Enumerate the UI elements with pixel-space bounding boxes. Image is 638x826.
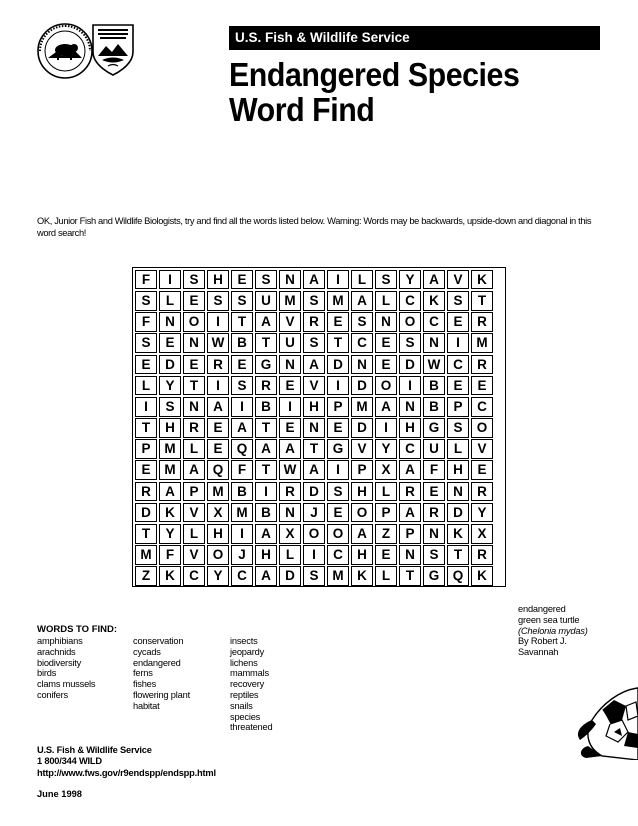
grid-cell[interactable]: D xyxy=(159,355,181,375)
grid-cell[interactable]: O xyxy=(399,312,421,332)
grid-cell[interactable]: A xyxy=(303,460,325,480)
grid-cell[interactable]: A xyxy=(159,482,181,502)
grid-cell[interactable]: S xyxy=(447,291,469,311)
grid-cell[interactable]: F xyxy=(135,270,157,290)
grid-cell[interactable]: U xyxy=(279,333,301,353)
grid-cell[interactable]: J xyxy=(231,545,253,565)
grid-cell[interactable]: G xyxy=(423,566,445,586)
grid-cell[interactable]: O xyxy=(183,312,205,332)
grid-cell[interactable]: L xyxy=(375,566,397,586)
grid-cell[interactable]: L xyxy=(279,545,301,565)
grid-cell[interactable]: S xyxy=(231,291,253,311)
grid-cell[interactable]: H xyxy=(207,270,229,290)
grid-cell[interactable]: O xyxy=(471,418,493,438)
grid-cell[interactable]: A xyxy=(255,566,277,586)
grid-cell[interactable]: V xyxy=(471,439,493,459)
grid-cell[interactable]: A xyxy=(255,524,277,544)
grid-cell[interactable]: I xyxy=(231,397,253,417)
grid-cell[interactable]: P xyxy=(183,482,205,502)
grid-cell[interactable]: W xyxy=(423,355,445,375)
grid-cell[interactable]: X xyxy=(375,460,397,480)
grid-cell[interactable]: G xyxy=(327,439,349,459)
word-list-item: threatened xyxy=(230,722,273,733)
grid-cell[interactable]: N xyxy=(447,482,469,502)
grid-cell[interactable]: R xyxy=(135,482,157,502)
word-list-column-1 xyxy=(37,636,95,701)
word-list-item: reptiles xyxy=(230,689,259,700)
word-list-item: jeopardy xyxy=(230,646,265,657)
grid-cell[interactable]: X xyxy=(279,524,301,544)
grid-cell[interactable]: Q xyxy=(231,439,253,459)
caption-scientific-name: (Chelonia mydas) xyxy=(518,625,588,636)
intro-text: OK, Junior Fish and Wildlife Biologists, try and find all the words listed below. Warning: Words may be backwards, upside-down and diagonal in this word search! xyxy=(37,216,592,238)
word-list-item: biodiversity xyxy=(37,657,82,668)
grid-cell[interactable]: E xyxy=(375,545,397,565)
grid-cell[interactable]: L xyxy=(375,291,397,311)
grid-cell[interactable]: M xyxy=(135,545,157,565)
grid-cell[interactable]: M xyxy=(279,291,301,311)
publication-date: June 1998 xyxy=(37,789,82,799)
word-list-column-2 xyxy=(133,636,190,712)
grid-cell[interactable]: I xyxy=(327,460,349,480)
grid-cell[interactable]: A xyxy=(351,291,373,311)
grid-cell[interactable]: A xyxy=(423,270,445,290)
grid-cell[interactable]: R xyxy=(399,482,421,502)
grid-cell[interactable]: H xyxy=(255,545,277,565)
grid-cell[interactable]: R xyxy=(471,482,493,502)
grid-cell[interactable]: W xyxy=(207,333,229,353)
grid-cell[interactable]: E xyxy=(207,418,229,438)
grid-cell[interactable]: O xyxy=(375,376,397,396)
grid-cell[interactable]: L xyxy=(159,291,181,311)
illustration-caption xyxy=(518,604,618,658)
grid-cell[interactable]: O xyxy=(207,545,229,565)
grid-cell[interactable]: V xyxy=(303,376,325,396)
grid-cell[interactable]: H xyxy=(159,418,181,438)
grid-cell[interactable]: S xyxy=(423,545,445,565)
grid-cell[interactable]: K xyxy=(447,524,469,544)
grid-cell[interactable]: X xyxy=(207,503,229,523)
grid-cell[interactable]: V xyxy=(183,545,205,565)
grid-cell[interactable]: I xyxy=(375,418,397,438)
grid-cell[interactable]: Z xyxy=(135,566,157,586)
grid-cell[interactable]: H xyxy=(399,418,421,438)
grid-cell[interactable]: N xyxy=(351,355,373,375)
contact-phone: 1 800/344 WILD xyxy=(37,756,102,767)
grid-cell[interactable]: H xyxy=(351,545,373,565)
grid-cell[interactable]: K xyxy=(159,566,181,586)
grid-cell[interactable]: I xyxy=(279,397,301,417)
word-list-item: fishes xyxy=(133,679,157,690)
grid-cell[interactable]: N xyxy=(423,333,445,353)
grid-cell[interactable]: I xyxy=(207,376,229,396)
grid-cell[interactable]: F xyxy=(231,460,253,480)
grid-cell[interactable]: A xyxy=(183,460,205,480)
sea-turtle-drawing-icon xyxy=(562,676,638,760)
grid-cell[interactable]: C xyxy=(423,312,445,332)
grid-cell[interactable]: A xyxy=(399,460,421,480)
grid-cell[interactable]: R xyxy=(303,312,325,332)
grid-cell[interactable]: T xyxy=(255,333,277,353)
grid-cell[interactable]: L xyxy=(135,376,157,396)
grid-cell[interactable]: R xyxy=(471,545,493,565)
grid-cell[interactable]: K xyxy=(471,566,493,586)
word-list-item: recovery xyxy=(230,679,265,690)
grid-cell[interactable]: L xyxy=(375,482,397,502)
word-list-item: insects xyxy=(230,636,258,646)
grid-cell[interactable]: E xyxy=(183,355,205,375)
grid-cell[interactable]: O xyxy=(303,524,325,544)
grid-cell[interactable]: X xyxy=(471,524,493,544)
grid-cell[interactable]: T xyxy=(135,418,157,438)
grid-cell[interactable]: I xyxy=(231,524,253,544)
grid-cell[interactable]: E xyxy=(279,376,301,396)
grid-cell[interactable]: S xyxy=(303,566,325,586)
grid-cell[interactable]: P xyxy=(375,503,397,523)
grid-cell[interactable]: A xyxy=(399,503,421,523)
grid-cell[interactable]: C xyxy=(471,397,493,417)
grid-cell[interactable]: M xyxy=(159,439,181,459)
grid-cell[interactable]: C xyxy=(399,291,421,311)
grid-cell[interactable]: N xyxy=(399,397,421,417)
grid-cell[interactable]: U xyxy=(255,291,277,311)
grid-cell[interactable]: B xyxy=(231,333,253,353)
grid-cell[interactable]: V xyxy=(279,312,301,332)
grid-cell[interactable]: N xyxy=(159,312,181,332)
grid-cell[interactable]: Y xyxy=(159,524,181,544)
grid-cell[interactable]: N xyxy=(183,397,205,417)
grid-cell[interactable]: E xyxy=(471,460,493,480)
caption-author: By Robert J. xyxy=(518,636,567,647)
grid-cell[interactable]: C xyxy=(399,439,421,459)
grid-cell[interactable]: C xyxy=(183,566,205,586)
grid-cell[interactable]: N xyxy=(279,503,301,523)
grid-cell[interactable]: L xyxy=(183,439,205,459)
grid-cell[interactable]: E xyxy=(375,355,397,375)
grid-cell[interactable]: D xyxy=(447,503,469,523)
grid-cell[interactable]: M xyxy=(327,566,349,586)
grid-cell[interactable]: I xyxy=(399,376,421,396)
page-title xyxy=(229,57,579,127)
grid-cell[interactable]: N xyxy=(279,270,301,290)
grid-cell[interactable]: R xyxy=(471,312,493,332)
grid-cell[interactable]: T xyxy=(231,312,253,332)
grid-cell[interactable]: T xyxy=(471,291,493,311)
grid-cell[interactable]: H xyxy=(447,460,469,480)
grid-cell[interactable]: S xyxy=(159,397,181,417)
grid-cell[interactable]: S xyxy=(183,270,205,290)
grid-cell[interactable]: S xyxy=(375,270,397,290)
agency-header-bar: U.S. Fish & Wildlife Service xyxy=(229,26,600,50)
word-list-item: endangered xyxy=(133,657,181,668)
grid-cell[interactable]: Y xyxy=(399,270,421,290)
grid-cell[interactable]: P xyxy=(327,397,349,417)
grid-cell[interactable]: D xyxy=(327,355,349,375)
grid-cell[interactable]: K xyxy=(159,503,181,523)
grid-cell[interactable]: R xyxy=(207,355,229,375)
grid-cell[interactable]: E xyxy=(231,355,253,375)
title-line-1: Endangered Species xyxy=(229,56,520,93)
grid-cell[interactable]: E xyxy=(183,291,205,311)
grid-cell[interactable]: T xyxy=(303,439,325,459)
grid-cell[interactable]: A xyxy=(303,270,325,290)
grid-cell[interactable]: S xyxy=(135,333,157,353)
grid-cell[interactable]: N xyxy=(399,545,421,565)
grid-cell[interactable]: A xyxy=(303,355,325,375)
grid-cell[interactable]: D xyxy=(279,566,301,586)
grid-cell[interactable]: E xyxy=(135,460,157,480)
grid-cell[interactable]: A xyxy=(255,439,277,459)
title-line-2: Word Find xyxy=(229,91,375,128)
grid-cell[interactable]: W xyxy=(279,460,301,480)
grid-cell[interactable]: R xyxy=(423,503,445,523)
grid-cell[interactable]: V xyxy=(183,503,205,523)
grid-cell[interactable]: S xyxy=(207,291,229,311)
grid-cell[interactable]: R xyxy=(183,418,205,438)
word-list-item: flowering plant xyxy=(133,689,190,700)
word-search-grid xyxy=(134,269,494,587)
grid-cell[interactable]: S xyxy=(255,270,277,290)
grid-cell[interactable]: T xyxy=(255,418,277,438)
caption-line-1: endangered xyxy=(518,604,566,614)
caption-line-2: green sea turtle xyxy=(518,614,580,625)
grid-cell[interactable]: B xyxy=(423,397,445,417)
agency-logos xyxy=(36,22,136,82)
grid-cell[interactable]: F xyxy=(159,545,181,565)
grid-cell[interactable]: A xyxy=(351,524,373,544)
contact-url[interactable]: http://www.fws.gov/r9endspp/endspp.html xyxy=(37,767,216,778)
word-list-item: conifers xyxy=(37,689,68,700)
grid-cell[interactable]: S xyxy=(303,333,325,353)
grid-cell[interactable]: E xyxy=(423,482,445,502)
word-list-column-3 xyxy=(230,636,272,733)
grid-cell[interactable]: H xyxy=(351,482,373,502)
grid-cell[interactable]: T xyxy=(447,545,469,565)
grid-cell[interactable]: L xyxy=(351,270,373,290)
grid-cell[interactable]: Y xyxy=(159,376,181,396)
grid-cell[interactable]: Q xyxy=(207,460,229,480)
grid-cell[interactable]: D xyxy=(303,482,325,502)
grid-cell[interactable]: O xyxy=(351,503,373,523)
grid-cell[interactable]: V xyxy=(351,439,373,459)
grid-cell[interactable]: B xyxy=(255,397,277,417)
grid-cell[interactable]: D xyxy=(351,376,373,396)
grid-cell[interactable]: L xyxy=(447,439,469,459)
grid-cell[interactable]: D xyxy=(135,503,157,523)
grid-cell[interactable]: E xyxy=(207,439,229,459)
grid-cell[interactable]: N xyxy=(303,418,325,438)
grid-cell[interactable]: P xyxy=(135,439,157,459)
grid-cell[interactable]: A xyxy=(255,312,277,332)
grid-cell[interactable]: M xyxy=(159,460,181,480)
grid-cell[interactable]: T xyxy=(135,524,157,544)
grid-cell[interactable]: A xyxy=(231,418,253,438)
grid-cell[interactable]: T xyxy=(255,460,277,480)
grid-cell[interactable]: T xyxy=(327,333,349,353)
grid-cell[interactable]: E xyxy=(231,270,253,290)
grid-cell[interactable]: G xyxy=(423,418,445,438)
grid-cell[interactable]: E xyxy=(327,418,349,438)
word-list-item: lichens xyxy=(230,657,258,668)
grid-cell[interactable]: D xyxy=(351,418,373,438)
grid-cell[interactable]: E xyxy=(135,355,157,375)
grid-cell[interactable]: K xyxy=(471,270,493,290)
grid-cell[interactable]: H xyxy=(303,397,325,417)
word-list-item: ferns xyxy=(133,668,153,679)
grid-cell[interactable]: I xyxy=(159,270,181,290)
grid-cell[interactable]: E xyxy=(375,333,397,353)
grid-cell[interactable]: Y xyxy=(471,503,493,523)
grid-cell[interactable]: I xyxy=(135,397,157,417)
grid-cell[interactable]: R xyxy=(255,376,277,396)
word-list-item: conservation xyxy=(133,636,184,646)
grid-cell[interactable]: I xyxy=(255,482,277,502)
grid-cell[interactable]: K xyxy=(351,566,373,586)
grid-cell[interactable]: S xyxy=(303,291,325,311)
grid-cell[interactable]: S xyxy=(327,482,349,502)
grid-cell[interactable]: R xyxy=(279,482,301,502)
grid-cell[interactable]: E xyxy=(159,333,181,353)
grid-cell[interactable]: D xyxy=(399,355,421,375)
grid-cell[interactable]: G xyxy=(255,355,277,375)
doi-seal-icon xyxy=(36,22,94,80)
grid-cell[interactable]: N xyxy=(375,312,397,332)
grid-cell[interactable]: L xyxy=(183,524,205,544)
grid-cell[interactable]: C xyxy=(351,333,373,353)
grid-cell[interactable]: C xyxy=(447,355,469,375)
grid-cell[interactable]: M xyxy=(327,291,349,311)
grid-cell[interactable]: B xyxy=(255,503,277,523)
grid-cell[interactable]: K xyxy=(423,291,445,311)
grid-cell[interactable]: B xyxy=(231,482,253,502)
grid-cell[interactable]: P xyxy=(447,397,469,417)
grid-cell[interactable]: N xyxy=(423,524,445,544)
caption-author-2: Savannah xyxy=(518,647,559,658)
grid-cell[interactable]: R xyxy=(471,355,493,375)
grid-cell[interactable]: S xyxy=(231,376,253,396)
grid-cell[interactable]: O xyxy=(327,524,349,544)
grid-cell[interactable]: F xyxy=(423,460,445,480)
grid-cell[interactable]: Y xyxy=(207,566,229,586)
grid-cell[interactable]: E xyxy=(447,376,469,396)
grid-cell[interactable]: N xyxy=(279,355,301,375)
word-list-item: arachnids xyxy=(37,646,76,657)
grid-cell[interactable]: E xyxy=(447,312,469,332)
grid-cell[interactable]: Z xyxy=(375,524,397,544)
contact-info xyxy=(37,745,216,779)
grid-cell[interactable]: U xyxy=(423,439,445,459)
grid-cell[interactable]: Y xyxy=(375,439,397,459)
grid-cell[interactable]: S xyxy=(135,291,157,311)
grid-cell[interactable]: M xyxy=(471,333,493,353)
grid-cell[interactable]: E xyxy=(279,418,301,438)
grid-cell[interactable]: A xyxy=(279,439,301,459)
grid-cell[interactable]: E xyxy=(471,376,493,396)
word-list-item: cycads xyxy=(133,646,161,657)
grid-cell[interactable]: B xyxy=(423,376,445,396)
word-list-item: habitat xyxy=(133,700,160,711)
grid-cell[interactable]: A xyxy=(375,397,397,417)
word-list-item: species xyxy=(230,711,261,722)
grid-cell[interactable]: M xyxy=(231,503,253,523)
grid-cell[interactable]: I xyxy=(327,376,349,396)
word-list-item: mammals xyxy=(230,668,269,679)
grid-cell[interactable]: M xyxy=(207,482,229,502)
word-list-item: snails xyxy=(230,700,253,711)
grid-cell[interactable]: S xyxy=(447,418,469,438)
fws-shield-icon xyxy=(90,22,136,78)
grid-cell[interactable]: A xyxy=(207,397,229,417)
word-list-item: birds xyxy=(37,668,57,679)
grid-cell[interactable]: C xyxy=(231,566,253,586)
words-to-find-heading: WORDS TO FIND: xyxy=(37,624,118,635)
grid-cell[interactable]: F xyxy=(135,312,157,332)
grid-cell[interactable]: I xyxy=(447,333,469,353)
grid-cell[interactable]: C xyxy=(327,545,349,565)
grid-cell[interactable]: T xyxy=(183,376,205,396)
grid-cell[interactable]: V xyxy=(447,270,469,290)
grid-cell[interactable]: H xyxy=(207,524,229,544)
grid-cell[interactable]: E xyxy=(327,312,349,332)
grid-cell[interactable]: E xyxy=(327,503,349,523)
grid-cell[interactable]: I xyxy=(303,545,325,565)
word-list-item: amphibians xyxy=(37,636,83,646)
grid-cell[interactable]: S xyxy=(351,312,373,332)
grid-cell[interactable]: T xyxy=(399,566,421,586)
grid-cell[interactable]: M xyxy=(351,397,373,417)
grid-cell[interactable]: I xyxy=(327,270,349,290)
grid-cell[interactable]: P xyxy=(399,524,421,544)
contact-agency: U.S. Fish & Wildlife Service xyxy=(37,745,152,755)
grid-cell[interactable]: Q xyxy=(447,566,469,586)
grid-cell[interactable]: N xyxy=(183,333,205,353)
grid-cell[interactable]: J xyxy=(303,503,325,523)
grid-cell[interactable]: S xyxy=(399,333,421,353)
grid-cell[interactable]: I xyxy=(207,312,229,332)
grid-cell[interactable]: P xyxy=(351,460,373,480)
word-list-item: clams mussels xyxy=(37,679,96,690)
